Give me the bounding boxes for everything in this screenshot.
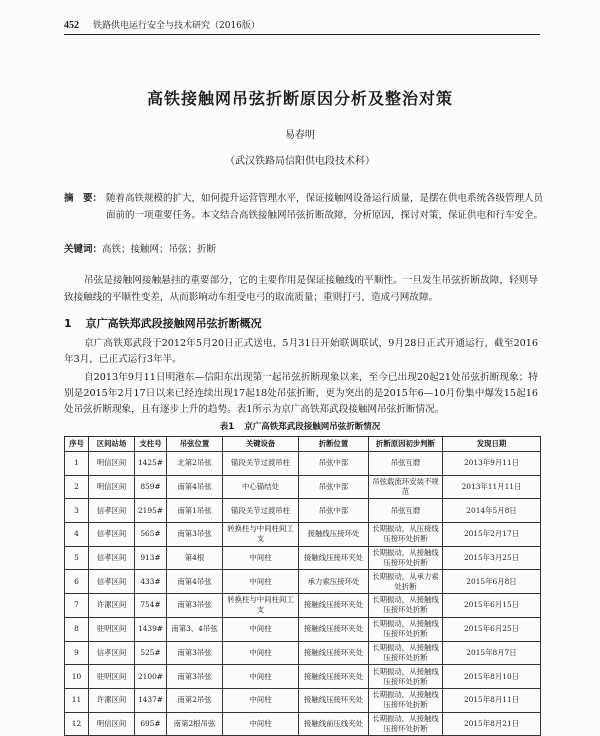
table-cell: 明信区间 — [89, 452, 135, 476]
table-cell: 525# — [135, 641, 167, 665]
table-cell: 吊弦载流环安装不规范 — [369, 475, 443, 499]
table-caption-label: 表1 — [219, 422, 235, 432]
table-cell: 2015年6月25日 — [443, 617, 541, 641]
paragraph-1: 京广高铁郑武段于2012年5月20日正式送电，5月31日开始联调联试，9月28日正式开通运行，截至2016年3月，已正式运行3年半。 — [64, 338, 538, 365]
table-row — [65, 452, 541, 476]
table-cell: 南第2吊弦 — [167, 688, 223, 712]
table-row — [65, 523, 541, 547]
table-cell: 许漯区间 — [89, 594, 135, 618]
table-cell: 中心锚结处 — [223, 475, 299, 499]
table-cell: 南第1吊弦 — [167, 499, 223, 523]
table-cell: 913# — [135, 546, 167, 570]
table-cell: 565# — [135, 523, 167, 547]
table-cell: 锚段关节过渡吊柱 — [223, 452, 299, 476]
table-cell: 中间柱 — [223, 712, 299, 736]
table-cell: 南第3吊弦 — [167, 523, 223, 547]
table-cell: 2015年2月17日 — [443, 523, 541, 547]
keywords-label: 关键词： — [64, 244, 103, 255]
abstract-label: 摘 要： — [64, 193, 103, 204]
table-cell: 接触线压接环夹处 — [299, 546, 369, 570]
table-cell: 1439# — [135, 617, 167, 641]
table-cell: 2015年6月15日 — [443, 594, 541, 618]
table-row — [65, 688, 541, 712]
table-cell: 中间柱 — [223, 665, 299, 689]
running-header — [64, 18, 540, 35]
table-cell: 南第3、4吊弦 — [167, 617, 223, 641]
table-cell: 吊弦中部 — [299, 499, 369, 523]
table-cell: 长期振动，从压接线压接环处折断 — [369, 523, 443, 547]
table-cell: 承力索压接环处 — [299, 570, 369, 594]
table-cell: 信孝区间 — [89, 523, 135, 547]
table-cell: 2013年11月11日 — [443, 475, 541, 499]
table-header-cell: 支柱号 — [135, 437, 167, 452]
table-header-cell: 区间站场 — [89, 437, 135, 452]
table-row — [65, 499, 541, 523]
section-heading — [64, 315, 262, 331]
table-cell: 2 — [65, 475, 89, 499]
table-row — [65, 594, 541, 618]
keywords-text: 高铁；接触网；吊弦；折断 — [102, 244, 217, 255]
table-cell: 2100# — [135, 665, 167, 689]
table-cell: 长期振动，从接触线压接环处折断 — [369, 641, 443, 665]
table-row — [65, 665, 541, 689]
table-cell: 信孝区间 — [89, 546, 135, 570]
table-cell: 接触线压接环夹处 — [299, 594, 369, 618]
table-cell: 明信区间 — [89, 712, 135, 736]
page-number: 452 — [64, 20, 79, 31]
table-cell: 南第3吊弦 — [167, 594, 223, 618]
table-cell: 433# — [135, 570, 167, 594]
table-row — [65, 712, 541, 736]
table-cell: 2195# — [135, 499, 167, 523]
table-cell: 南第3吊弦 — [167, 641, 223, 665]
table-cell: 南第4吊弦 — [167, 570, 223, 594]
table-cell: 长期振动，从接触线压接环处折断 — [369, 594, 443, 618]
table-cell: 6 — [65, 570, 89, 594]
abstract — [64, 190, 544, 221]
table-cell: 2014年5月8日 — [443, 499, 541, 523]
table-row — [65, 475, 541, 499]
table-cell: 接触线前压线夹处 — [299, 712, 369, 736]
table-cell: 11 — [65, 688, 89, 712]
table-header-cell: 关键设备 — [223, 437, 299, 452]
table-cell: 859# — [135, 475, 167, 499]
table-cell: 南第2根吊弦 — [167, 712, 223, 736]
affiliation: （武汉铁路局信阳供电段技术科） — [225, 156, 375, 167]
table-cell: 吊弦中部 — [299, 452, 369, 476]
table-cell: 9 — [65, 641, 89, 665]
table-header-cell: 折断原因初步判断 — [369, 437, 443, 452]
table-cell: 长期振动，从接触线压接环处折断 — [369, 546, 443, 570]
paper-title: 高铁接触网吊弦折断原因分析及整治对策 — [146, 89, 453, 108]
keywords — [64, 241, 544, 255]
table-cell: 转换柱与中间柱间工支 — [223, 523, 299, 547]
table-row — [65, 546, 541, 570]
table-cell: 接触线压接环夹处 — [299, 617, 369, 641]
table-cell: 信孝区间 — [89, 499, 135, 523]
table-cell: 8 — [65, 617, 89, 641]
table-cell: 接触线压接环夹处 — [299, 641, 369, 665]
table-cell: 信孝区间 — [89, 641, 135, 665]
table-cell: 中间柱 — [223, 688, 299, 712]
table-cell: 2015年8月21日 — [443, 712, 541, 736]
table-cell: 2015年8月7日 — [443, 641, 541, 665]
table-cell: 1437# — [135, 688, 167, 712]
table-header-cell: 折断位置 — [299, 437, 369, 452]
table-1 — [64, 436, 541, 736]
section-title: 京广高铁郑武段接触网吊弦折断概况 — [85, 317, 262, 330]
abstract-text: 随着高铁规模的扩大，如何提升运营管理水平，保证接触网设备运行质量，是摆在供电系统各级管理人员面前的一项重要任务。本文结合高铁接触网吊弦折断故障，分析原因，探讨对策，保证供电和行车安全。 — [106, 193, 544, 221]
table-cell: 驻明区间 — [89, 617, 135, 641]
table-cell: 长期振动，从接触线压接环处折断 — [369, 665, 443, 689]
table-header-cell: 吊弦位置 — [167, 437, 223, 452]
table-caption — [0, 420, 600, 432]
table-cell: 中间柱 — [223, 641, 299, 665]
table-cell: 接触线压接环夹处 — [299, 665, 369, 689]
table-cell: 4 — [65, 523, 89, 547]
table-caption-text: 京广高铁郑武段接触网吊弦折断情况 — [244, 422, 381, 432]
table-cell: 2015年8月10日 — [443, 665, 541, 689]
table-header-cell: 发现日期 — [443, 437, 541, 452]
table-cell: 中间柱 — [223, 617, 299, 641]
section-number: 1 — [64, 317, 72, 330]
table-header-cell: 序号 — [65, 437, 89, 452]
table-cell: 754# — [135, 594, 167, 618]
table-cell: 接触线压接环夹处 — [299, 688, 369, 712]
author: 易春明 — [285, 130, 315, 141]
table-cell: 北第2吊弦 — [167, 452, 223, 476]
table-row — [65, 617, 541, 641]
table-cell: 长期振动，从接触线压接环处折断 — [369, 688, 443, 712]
table-cell: 吊弦互磨 — [369, 452, 443, 476]
table-cell: 吊弦互磨 — [369, 499, 443, 523]
table-cell: 吊弦中部 — [299, 475, 369, 499]
paragraph-2: 自2013年9月11日明港东—信阳东出现第一起吊弦折断现象以来，至今已出现20起21处吊弦折断现象；特别是2015年2月17日以来已经连续出现17起18处吊弦折断，更为突出的是2015年6—10月份集中爆发15起16处吊弦折断现象，且有逐步上升的趋势。表1所示为京广高铁郑武段接触网吊弦折断情况。 — [64, 372, 538, 415]
journal-title: 铁路供电运行安全与技术研究（2016版） — [93, 21, 260, 31]
table-cell: 7 — [65, 594, 89, 618]
table-cell: 2013年9月11日 — [443, 452, 541, 476]
table-cell: 中间柱 — [223, 546, 299, 570]
table-cell: 第4根 — [167, 546, 223, 570]
table-cell: 长期振动，从接触线压接环处折断 — [369, 617, 443, 641]
table-cell: 1 — [65, 452, 89, 476]
table-cell: 锚段关节过渡吊柱 — [223, 499, 299, 523]
table-cell: 转换柱与中间柱间工支 — [223, 594, 299, 618]
table-cell: 接触线压接环处 — [299, 523, 369, 547]
table-cell: 2015年6月8日 — [443, 570, 541, 594]
table-cell: 驻明区间 — [89, 665, 135, 689]
table-cell: 695# — [135, 712, 167, 736]
table-cell: 南第3吊弦 — [167, 665, 223, 689]
table-cell: 中间柱 — [223, 570, 299, 594]
table-cell: 12 — [65, 712, 89, 736]
table-cell: 2015年8月11日 — [443, 688, 541, 712]
table-cell: 南第4吊弦 — [167, 475, 223, 499]
table-cell: 10 — [65, 665, 89, 689]
table-cell: 1425# — [135, 452, 167, 476]
table-cell: 长期振动，从接触线压接环处折断 — [369, 712, 443, 736]
table-cell: 3 — [65, 499, 89, 523]
table-cell: 5 — [65, 546, 89, 570]
table-cell: 信孝区间 — [89, 570, 135, 594]
table-cell: 许漯区间 — [89, 688, 135, 712]
table-cell: 明信区间 — [89, 475, 135, 499]
table-row — [65, 570, 541, 594]
intro-paragraph: 吊弦是接触网接触悬挂的重要部分，它的主要作用是保证接触线的平顺性。一旦发生吊弦折断故障，轻则导致接触线的平顺性变差，从而影响动车组受电弓的取流质量；重则打弓，造成弓网故障。 — [64, 275, 538, 303]
table-cell: 2015年3月25日 — [443, 546, 541, 570]
table-cell: 长期振动，从承力索处折断 — [369, 570, 443, 594]
table-header-row — [65, 437, 541, 452]
table-row — [65, 641, 541, 665]
